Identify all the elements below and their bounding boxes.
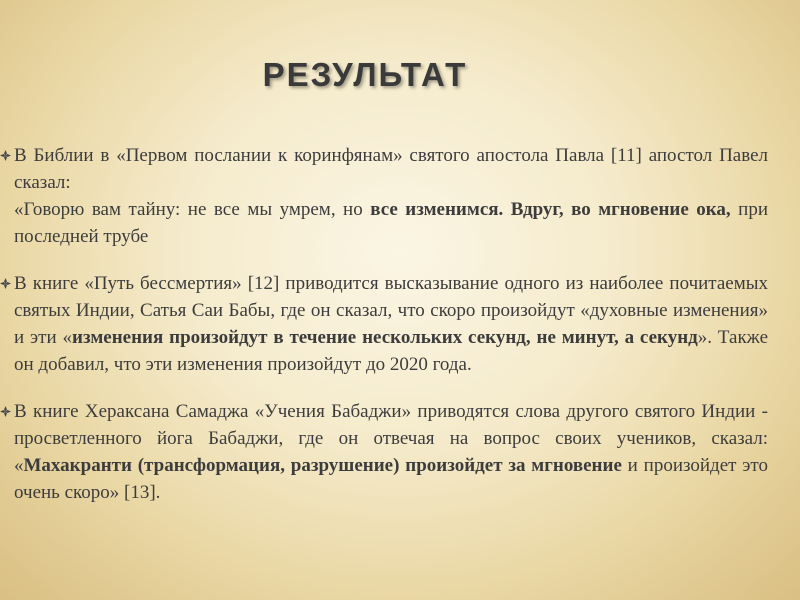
diamond-bullet-icon [0, 270, 12, 297]
slide-title: РЕЗУЛЬТАТ [262, 56, 468, 93]
diamond-bullet-icon [0, 142, 12, 169]
slide-content [0, 142, 768, 526]
paragraph-segment: ». Также он добавил, что эти изменения произойдут до 2020 года. [14, 327, 768, 375]
paragraph-text [14, 273, 768, 375]
paragraph-segment: В книге Хераксана Самаджа «Учения Бабаджи» приводятся слова другого святого Индии - просветленного йога Бабаджи, где он отвечая на вопрос своих учеников, сказал: « [14, 401, 768, 476]
paragraph-text [14, 401, 768, 503]
paragraph-segment: «Говорю вам тайну: не все мы умрем, но [14, 199, 371, 220]
emphasis-segment: Махакранти (трансформация, разрушение) произойдет за мгновение [23, 455, 622, 476]
paragraph-segment: и произойдет это очень скоро» [13]. [14, 455, 768, 503]
paragraph-immortality [0, 270, 768, 378]
paragraph-segment: В книге «Путь бессмертия» [12] приводится высказывание одного из наиболее почитаемых святых Индии, Сатья Саи Бабы, где он сказал, что скоро произойдут «духовные изменения» и эти « [14, 273, 768, 348]
paragraph-segment: В Библии в «Первом послании к коринфянам» святого апостола Павла [11] апостол Павел сказал: [14, 145, 768, 193]
diamond-bullet-icon [0, 398, 12, 425]
emphasis-segment: изменения произойдут в течение нескольких секунд, не минут, а секунд [72, 327, 698, 348]
emphasis-segment: все изменимся. Вдруг, во мгновение ока, [370, 199, 731, 220]
paragraph-babaji [0, 398, 768, 506]
paragraph-segment: при последней трубе [14, 199, 769, 247]
paragraph-bible [0, 142, 768, 250]
paragraph-text [14, 145, 768, 247]
